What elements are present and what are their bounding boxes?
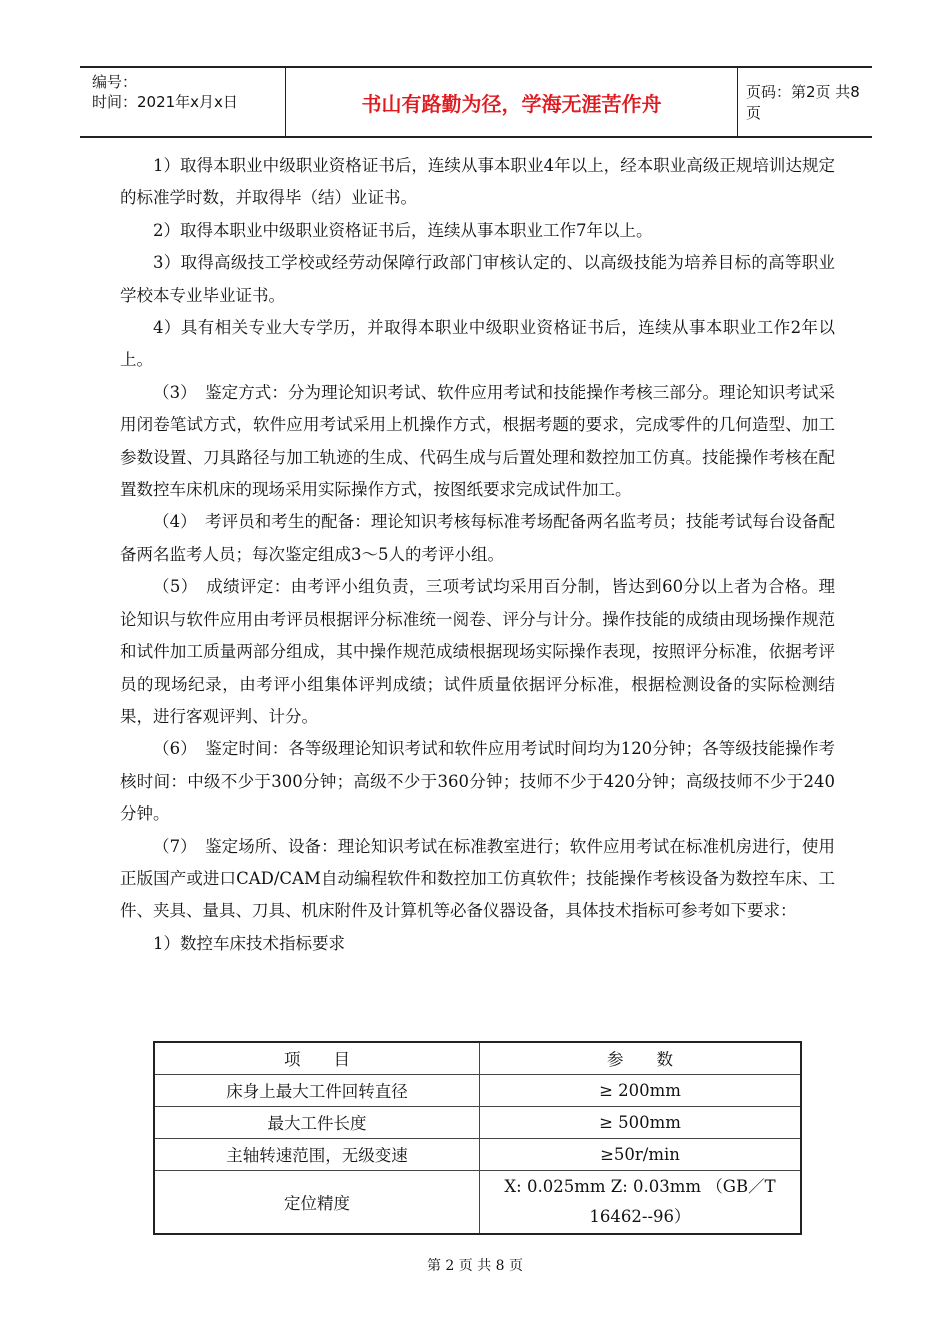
table-row bbox=[154, 1074, 801, 1106]
paragraph: 1）取得本职业中级职业资格证书后，连续从事本职业4年以上，经本职业高级正规培训达规定的标准学时数，并取得毕（结）业证书。 bbox=[120, 156, 835, 208]
paragraph: （4） 考评员和考生的配备：理论知识考核每标准考场配备两名监考员；技能考试每台设备配备两名监考人员；每次鉴定组成3～5人的考评小组。 bbox=[120, 512, 835, 564]
lathe-spec-table bbox=[153, 1041, 802, 1235]
paragraph: （7） 鉴定场所、设备：理论知识考试在标准教室进行；软件应用考试在标准机房进行，使用正版国产或进口CAD/CAM自动编程软件和数控加工仿真软件；技能操作考核设备为数控车床、工件、夹具、量具、刀具、机床附件及计算机等必备仪器设备，具体技术指标可参考如下要求： bbox=[120, 836, 835, 921]
table-row bbox=[154, 1106, 801, 1138]
table-row bbox=[154, 1138, 801, 1170]
table-cell-param: X: 0.025mm Z: 0.03mm （GB／T 16462--96） bbox=[480, 1170, 802, 1234]
table-row bbox=[154, 1170, 801, 1234]
page-header bbox=[80, 66, 872, 138]
table-cell-item: 床身上最大工件回转直径 bbox=[154, 1074, 480, 1106]
paragraph: 2）取得本职业中级职业资格证书后，连续从事本职业工作7年以上。 bbox=[153, 220, 653, 240]
paragraph: 3）取得高级技工学校或经劳动保障行政部门审核认定的、以高级技能为培养目标的高等职业学校本专业毕业证书。 bbox=[120, 253, 835, 305]
header-page-info: 页码：第2页 共8页 bbox=[746, 83, 860, 122]
document-time-label: 时间：2021年x月x日 bbox=[92, 93, 238, 111]
paragraph: （6） 鉴定时间：各等级理论知识考试和软件应用考试时间均为120分钟；各等级技能操作考核时间：中级不少于300分钟；高级不少于360分钟；技师不少于420分钟；高级技师不少于240分钟。 bbox=[120, 739, 835, 824]
table-header-param: 参 数 bbox=[480, 1042, 802, 1074]
paragraph: （5） 成绩评定：由考评小组负责，三项考试均采用百分制，皆达到60分以上者为合格。理论知识与软件应用由考评员根据评分标准统一阅卷、评分与计分。操作技能的成绩由现场操作规范和试件加工质量两部分组成，其中操作规范成绩根据现场实际操作表现，按照评分标准，依据考评员的现场纪录，由考评小组集体评判成绩；试件质量依据评分标准，根据检测设备的实际检测结果，进行客观评判、计分。 bbox=[120, 577, 835, 726]
table-cell-param: ≥50r/min bbox=[480, 1138, 802, 1170]
table-cell-param: ≥ 200mm bbox=[480, 1074, 802, 1106]
table-header-row bbox=[154, 1042, 801, 1074]
header-meta bbox=[80, 68, 285, 136]
header-motto: 书山有路勤为径，学海无涯苦作舟 bbox=[285, 68, 738, 136]
paragraph: （3） 鉴定方式：分为理论知识考试、软件应用考试和技能操作考核三部分。理论知识考试采用闭卷笔试方式，软件应用考试采用上机操作方式，根据考题的要求，完成零件的几何造型、加工参数设置、刀具路径与加工轨迹的生成、代码生成与后置处理和数控加工仿真。技能操作考核在配置数控车床机床的现场采用实际操作方式，按图纸要求完成试件加工。 bbox=[120, 382, 835, 500]
table-header-item: 项 目 bbox=[154, 1042, 480, 1074]
table-cell-item: 定位精度 bbox=[154, 1170, 480, 1234]
table-cell-item: 最大工件长度 bbox=[154, 1106, 480, 1138]
table-caption: 1）数控车床技术指标要求 bbox=[153, 933, 345, 953]
table-cell-item: 主轴转速范围，无级变速 bbox=[154, 1138, 480, 1170]
document-number-label: 编号： bbox=[92, 73, 138, 91]
paragraph: 4）具有相关专业大专学历，并取得本职业中级职业资格证书后，连续从事本职业工作2年以上。 bbox=[120, 318, 835, 370]
table-cell-param: ≥ 500mm bbox=[480, 1106, 802, 1138]
page-footer: 第 2 页 共 8 页 bbox=[426, 1258, 524, 1274]
document-body bbox=[120, 150, 835, 960]
